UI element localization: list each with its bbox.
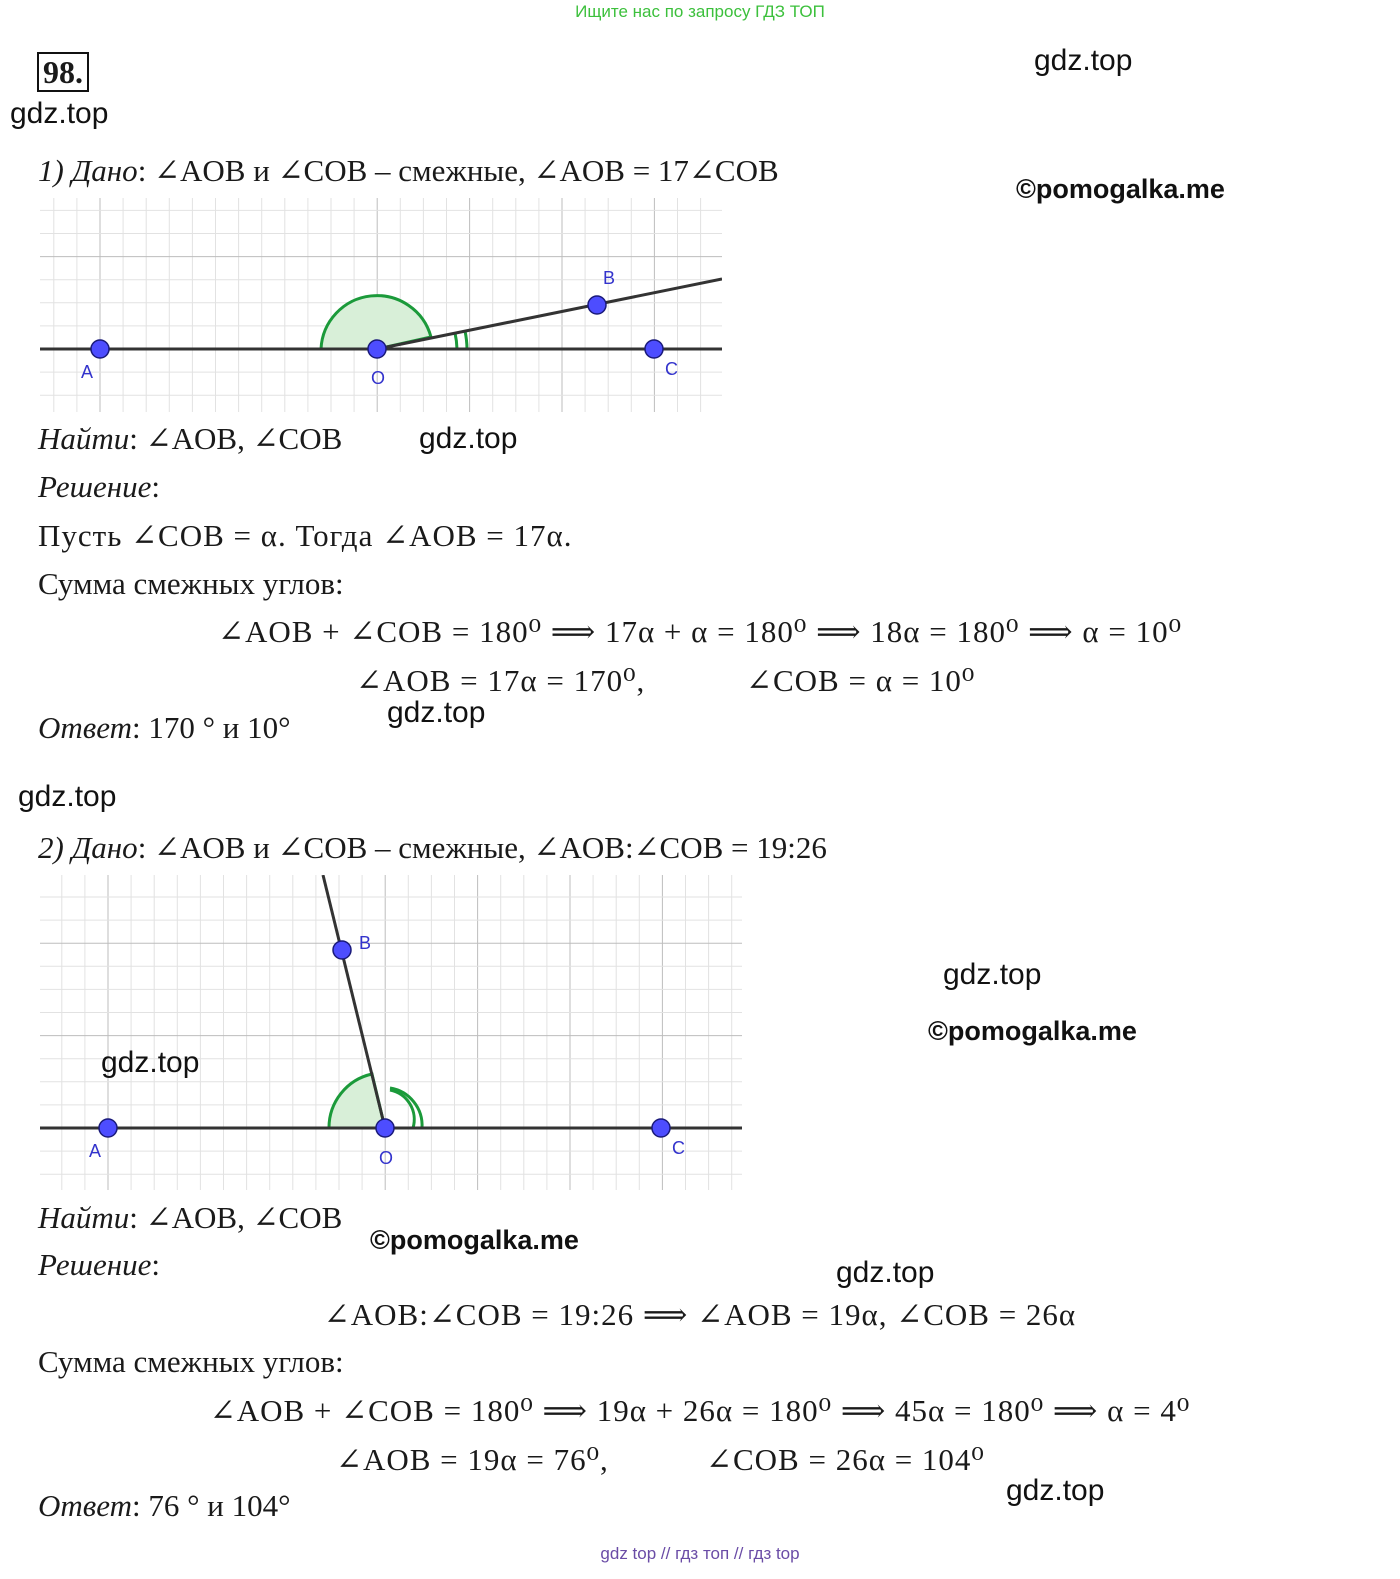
top-banner: Ищите нас по запросу ГДЗ ТОП <box>575 2 825 21</box>
part2-eq1: ∠AOB + ∠COB = 180⁰ ⟹ 19α + 26α = 180⁰ ⟹ 45α = 180⁰ ⟹ α = 4⁰ <box>209 1393 1191 1428</box>
answer-text: : 76 ° и 104° <box>131 1488 291 1523</box>
part2-find <box>38 1200 342 1236</box>
diagram-1 <box>40 198 722 412</box>
angle-arc-cob <box>455 333 457 349</box>
solution-colon: : <box>151 1247 160 1282</box>
answer-label: Ответ <box>38 1488 132 1523</box>
label-a: A <box>89 1141 102 1161</box>
part2-solution <box>38 1247 160 1283</box>
part2-given <box>38 830 827 866</box>
part1-eq2a: ∠AOB = 17α = 170⁰, <box>356 663 646 698</box>
given-text: : ∠AOB и ∠COB – смежные, ∠AOB = 17∠COB <box>137 153 779 188</box>
watermark-gdz: gdz.top <box>836 1256 935 1289</box>
given-label: 1) Дано <box>38 153 138 188</box>
diagram-2 <box>40 875 742 1190</box>
angle-arc-cob-inner <box>465 331 467 349</box>
find-label: Найти <box>38 1200 130 1235</box>
part2-sum-label: Сумма смежных углов: <box>38 1344 344 1379</box>
part1-answer <box>38 710 290 746</box>
part1-solution <box>38 469 160 505</box>
watermark-gdz: gdz.top <box>387 696 486 729</box>
part1-given <box>38 153 779 189</box>
watermark-gdz: gdz.top <box>943 958 1042 991</box>
part2-answer <box>38 1488 290 1524</box>
part2-eq2a: ∠AOB = 19α = 76⁰, <box>336 1442 609 1477</box>
given-label: 2) Дано <box>38 830 138 865</box>
watermark-pomogalka: ©pomogalka.me <box>370 1225 579 1255</box>
part2-eq2b: ∠COB = 26α = 104⁰ <box>706 1442 985 1477</box>
point-o <box>376 1119 394 1137</box>
answer-label: Ответ <box>38 710 132 745</box>
ray-ob <box>377 279 722 349</box>
answer-text: : 170 ° и 10° <box>131 710 291 745</box>
grid-2 <box>40 875 742 1190</box>
solution-label: Решение <box>38 1247 152 1282</box>
part1-let: Пусть ∠COB = α. Тогда ∠AOB = 17α. <box>38 518 573 553</box>
label-o: O <box>379 1148 394 1168</box>
watermark-gdz: gdz.top <box>1034 44 1133 77</box>
part1-sum-label: Сумма смежных углов: <box>38 566 344 601</box>
point-a <box>99 1119 117 1137</box>
part1-eq1: ∠AOB + ∠COB = 180⁰ ⟹ 17α + α = 180⁰ ⟹ 18α = 180⁰ ⟹ α = 10⁰ <box>217 614 1183 649</box>
watermark-pomogalka: ©pomogalka.me <box>928 1016 1137 1046</box>
part2-ratio: ∠AOB:∠COB = 19:26 ⟹ ∠AOB = 19α, ∠COB = 26α <box>323 1297 1077 1332</box>
find-label: Найти <box>38 421 130 456</box>
find-text: : ∠AOB, ∠COB <box>129 421 343 456</box>
solution-label: Решение <box>38 469 152 504</box>
part1-find <box>38 421 342 457</box>
point-o <box>368 340 386 358</box>
label-b: B <box>359 933 372 953</box>
given-text: : ∠AOB и ∠COB – смежные, ∠AOB:∠COB = 19:26 <box>137 830 827 865</box>
label-c: C <box>665 359 678 379</box>
point-a <box>91 340 109 358</box>
label-a: A <box>81 362 94 382</box>
angle-arc-cob-inner <box>390 1088 422 1128</box>
point-c <box>652 1119 670 1137</box>
watermark-gdz: gdz.top <box>1006 1474 1105 1507</box>
watermark-gdz: gdz.top <box>419 422 518 455</box>
point-b <box>333 941 351 959</box>
point-c <box>645 340 663 358</box>
label-o: O <box>371 368 386 388</box>
watermark-gdz: gdz.top <box>10 97 109 130</box>
label-c: C <box>672 1138 685 1158</box>
part1-eq2b: ∠COB = α = 10⁰ <box>746 663 976 698</box>
watermark-pomogalka: ©pomogalka.me <box>1016 174 1225 204</box>
find-text: : ∠AOB, ∠COB <box>129 1200 343 1235</box>
bottom-banner: gdz top // гдз топ // гдз top <box>600 1544 800 1563</box>
label-b: B <box>603 268 616 288</box>
watermark-gdz: gdz.top <box>101 1046 200 1079</box>
angle-arc-cob <box>390 1090 414 1128</box>
watermark-gdz: gdz.top <box>18 780 117 813</box>
solution-colon: : <box>151 469 160 504</box>
problem-number: 98. <box>37 52 89 92</box>
point-b <box>588 296 606 314</box>
